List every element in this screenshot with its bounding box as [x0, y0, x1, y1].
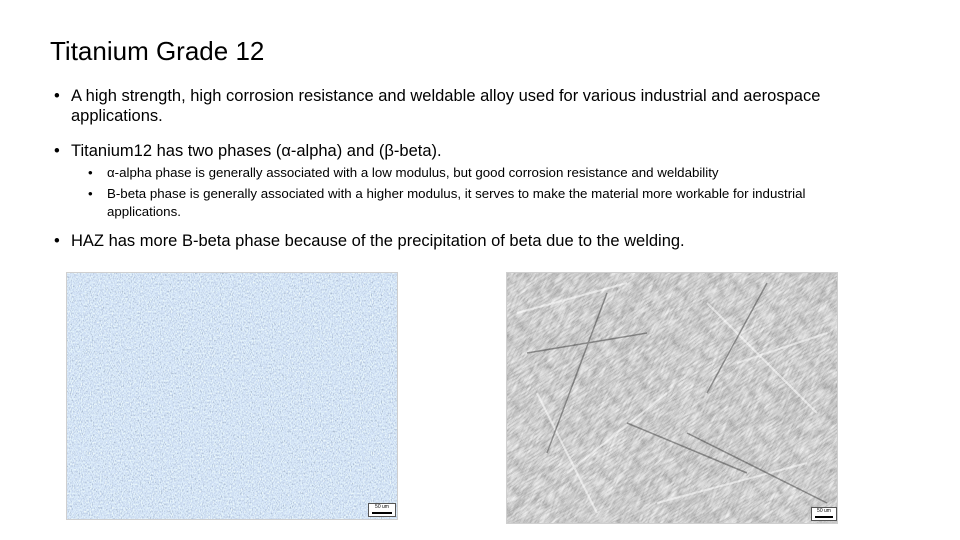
- scale-bar-line-left: [372, 512, 392, 514]
- micrograph-right-image: [506, 272, 838, 524]
- scale-label-right: 50 um: [817, 508, 831, 514]
- bullet-item: [54, 86, 864, 126]
- sub-bullet-item: [88, 164, 878, 182]
- bullet-dot: •: [54, 232, 60, 250]
- micrograph-left-texture: [67, 273, 397, 519]
- bullet-item: [54, 231, 904, 251]
- bullet-dot: •: [54, 142, 60, 160]
- sub-bullet-dot: •: [88, 165, 93, 180]
- scale-bar-right: [811, 507, 837, 521]
- scale-bar-line-right: [815, 516, 833, 518]
- bullet-text: A high strength, high corrosion resistance and weldable alloy used for various industrial and aerospace applications.: [71, 87, 821, 125]
- sub-bullet-text: B-beta phase is generally associated with a higher modulus, it serves to make the material more workable for industrial applications.: [107, 186, 806, 219]
- scale-label-left: 50 um: [375, 504, 389, 510]
- bullet-text: Titanium12 has two phases (α-alpha) and (β-beta).: [71, 142, 442, 160]
- micrograph-right-texture: [507, 273, 837, 523]
- scale-bar-left: [368, 503, 396, 517]
- sub-bullet-item: [88, 185, 878, 221]
- bullet-text: HAZ has more B-beta phase because of the precipitation of beta due to the welding.: [71, 232, 685, 250]
- sub-bullet-dot: •: [88, 186, 93, 201]
- micrograph-left-image: [66, 272, 398, 520]
- bullet-dot: •: [54, 87, 60, 105]
- slide-title: Titanium Grade 12: [50, 36, 265, 66]
- bullet-item: [54, 141, 864, 161]
- sub-bullet-text: α-alpha phase is generally associated with a low modulus, but good corrosion resistance and weldability: [107, 165, 719, 180]
